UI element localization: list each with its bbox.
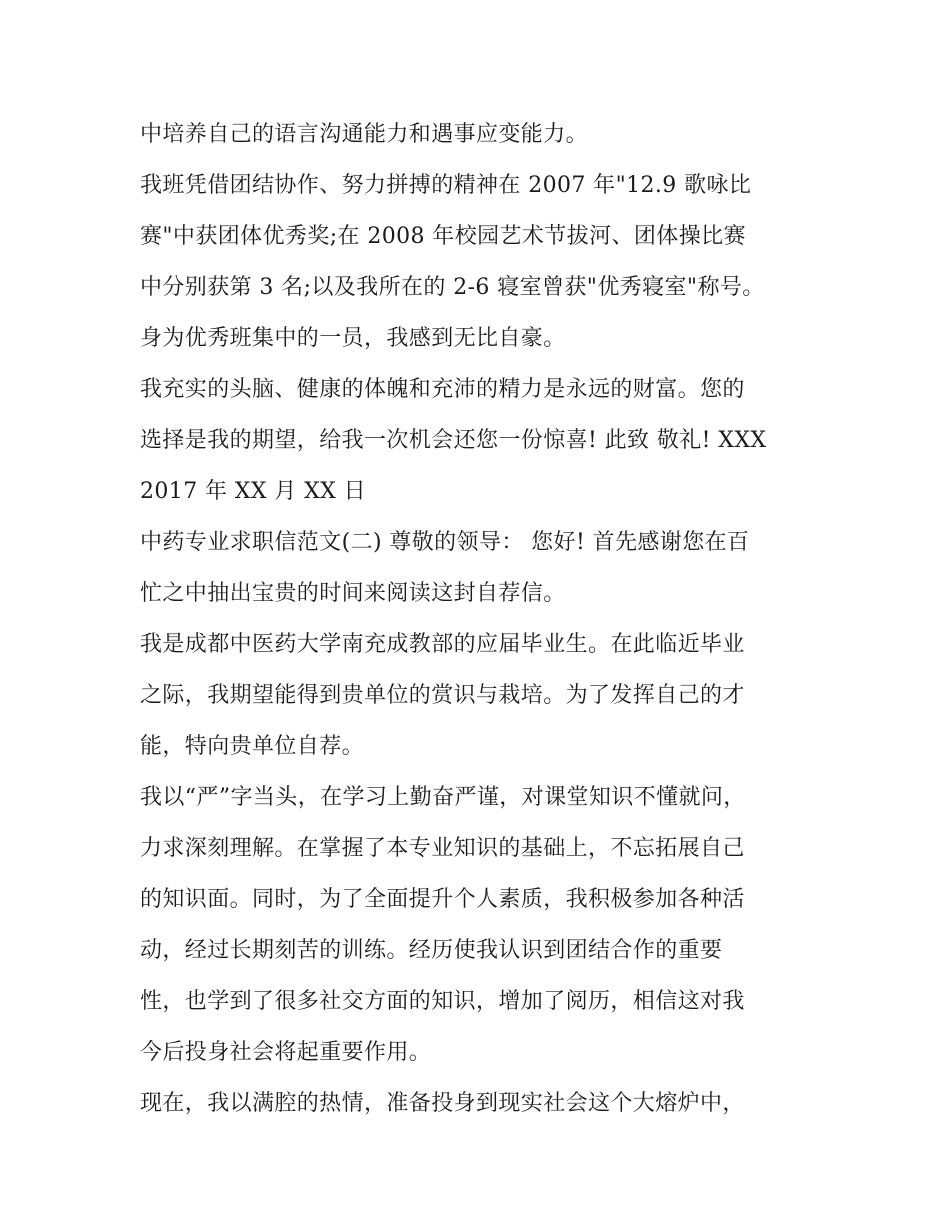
text-line: 今后投身社会将起重要作用。: [140, 1040, 432, 1065]
text-line: 能，特向贵单位自荐。: [140, 734, 365, 759]
text-line: 忙之中抽出宝贵的时间来阅读这封自荐信。: [140, 581, 566, 606]
text-line: 中培养自己的语言沟通能力和遇事应变能力。: [140, 122, 589, 147]
date-line: 2017 年 XX 月 XX 日: [140, 479, 367, 504]
text-line: 动，经过长期刻苦的训练。经历使我认识到团结合作的重要: [140, 938, 723, 963]
text-line: 我以“严”字当头，在学习上勤奋严谨，对课堂知识不懂就问，: [140, 785, 746, 810]
text-line: 力求深刻理解。在掌握了本专业知识的基础上，不忘拓展自己: [140, 836, 745, 861]
text-line: 赛"中获团体优秀奖;在 2008 年校园艺术节拔河、团体操比赛: [140, 224, 746, 249]
text-line: 选择是我的期望，给我一次机会还您一份惊喜! 此致 敬礼! XXX: [140, 428, 767, 453]
text-line: 中分别获第 3 名;以及我所在的 2-6 寝室曾获"优秀寝室"称号。: [140, 275, 765, 300]
text-line: 性，也学到了很多社交方面的知识，增加了阅历，相信这对我: [140, 989, 745, 1014]
text-line: 身为优秀班集中的一员，我感到无比自豪。: [140, 326, 566, 351]
text-line: 中药专业求职信范文(二) 尊敬的领导： 您好! 首先感谢您在百: [140, 530, 750, 555]
document-body: [140, 109, 820, 1129]
text-line: 之际，我期望能得到贵单位的赏识与栽培。为了发挥自己的才: [140, 683, 745, 708]
text-line: 我充实的头脑、健康的体魄和充沛的精力是永远的财富。您的: [140, 377, 745, 402]
text-line: 我班凭借团结协作、努力拼搏的精神在 2007 年"12.9 歌咏比: [140, 173, 752, 198]
text-line: 现在，我以满腔的热情，准备投身到现实社会这个大熔炉中，: [140, 1091, 745, 1116]
text-line: 我是成都中医药大学南充成教部的应届毕业生。在此临近毕业: [140, 632, 745, 657]
text-line: 的知识面。同时，为了全面提升个人素质，我积极参加各种活: [140, 887, 745, 912]
